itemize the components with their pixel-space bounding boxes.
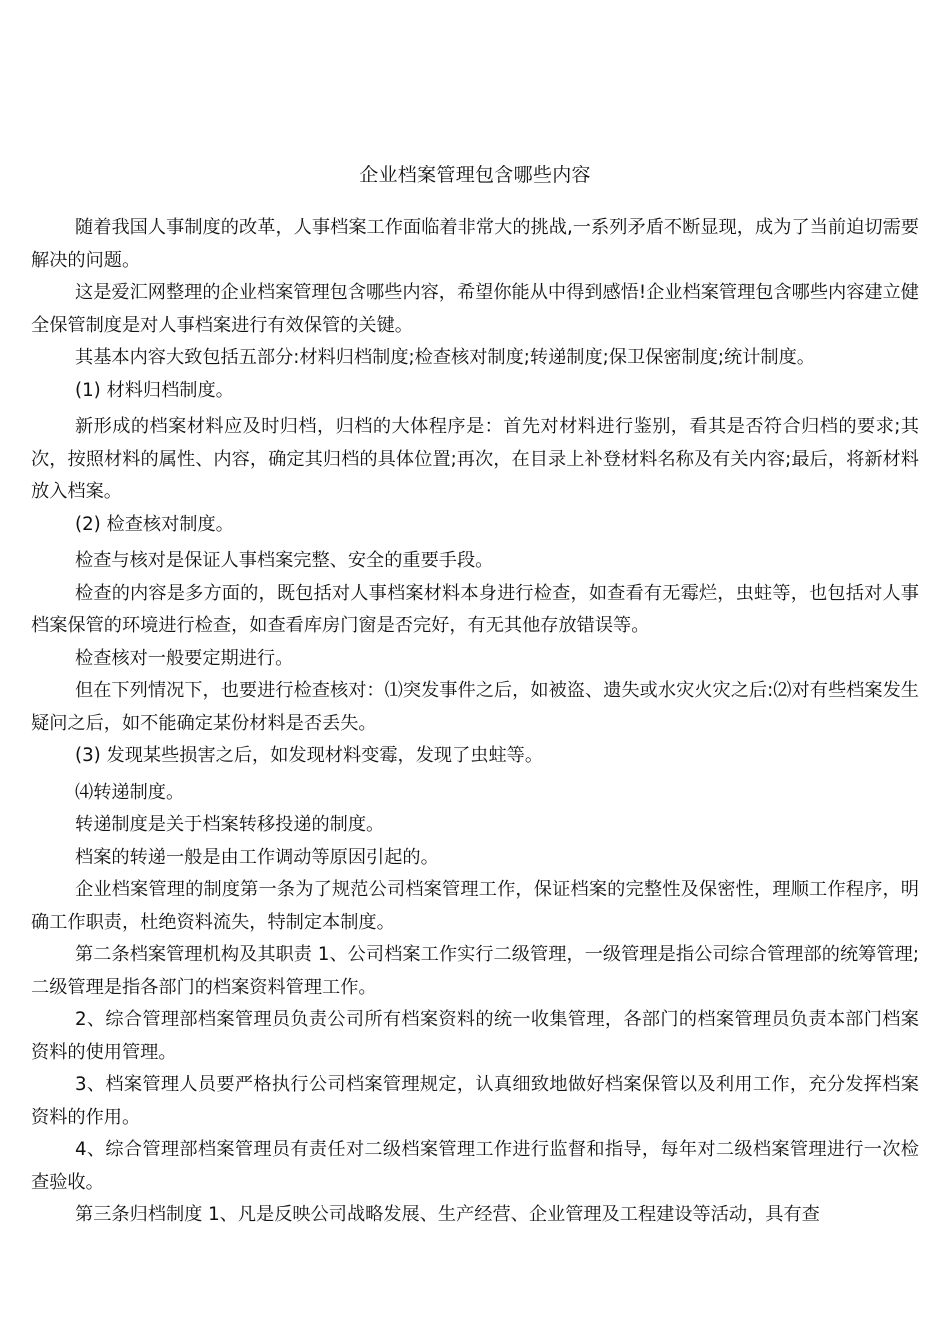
paragraph: 转递制度是关于档案转移投递的制度。 — [75, 814, 385, 835]
paragraph: 检查的内容是多方面的，既包括对人事档案材料本身进行检查，如查看有无霉烂，虫蛀等，也包括对人事档案保管的环境进行检查，如查看库房门窗是否完好，有无其他存放错误等。 — [31, 582, 919, 636]
paragraph: 档案的转递一般是由工作调动等原因引起的。 — [75, 846, 439, 868]
paragraph: 随着我国人事制度的改革，人事档案工作面临着非常大的挑战,一系列矛盾不断显现，成为了当前迫切需要解决的问题。 — [31, 217, 919, 271]
document-body — [31, 212, 919, 1232]
paragraph: 第二条档案管理机构及其职责 1、公司档案工作实行二级管理，一级管理是指公司综合管理部的统筹管理;二级管理是指各部门的档案资料管理工作。 — [31, 944, 919, 998]
paragraph: 2、综合管理部档案管理员负责公司所有档案资料的统一收集管理，各部门的档案管理员负责本部门档案资料的使用管理。 — [31, 1009, 919, 1063]
paragraph: 但在下列情况下，也要进行检查核对：⑴突发事件之后，如被盗、遗失或水灾火灾之后:⑵对有些档案发生疑问之后，如不能确定某份材料是否丢失。 — [31, 680, 919, 734]
section-heading: (1) 材料归档制度。 — [75, 379, 234, 401]
paragraph: 这是爱汇网整理的企业档案管理包含哪些内容，希望你能从中得到感悟!企业档案管理包含哪些内容建立健全保管制度是对人事档案进行有效保管的关键。 — [31, 282, 919, 336]
section-heading: (2) 检查核对制度。 — [75, 513, 234, 535]
paragraph: 4、综合管理部档案管理员有责任对二级档案管理工作进行监督和指导，每年对二级档案管理进行一次检查验收。 — [31, 1139, 919, 1193]
paragraph: 第三条归档制度 1、凡是反映公司战略发展、生产经营、企业管理及工程建设等活动，具有查 — [75, 1204, 820, 1225]
paragraph: 3、档案管理人员要严格执行公司档案管理规定，认真细致地做好档案保管以及利用工作，充分发挥档案资料的作用。 — [31, 1074, 919, 1128]
paragraph: (3) 发现某些损害之后，如发现材料变霉，发现了虫蛀等。 — [75, 745, 544, 766]
paragraph: 检查与核对是保证人事档案完整、安全的重要手段。 — [75, 550, 494, 571]
paragraph: 企业档案管理的制度第一条为了规范公司档案管理工作，保证档案的完整性及保密性，理顺工作程序，明确工作职责，杜绝资料流失，特制定本制度。 — [31, 879, 919, 933]
section-heading: ⑷转递制度。 — [75, 781, 185, 803]
paragraph: 检查核对一般要定期进行。 — [75, 647, 294, 669]
document-title: 企业档案管理包含哪些内容 — [359, 164, 591, 186]
paragraph: 新形成的档案材料应及时归档，归档的大体程序是：首先对材料进行鉴别，看其是否符合归档的要求;其次，按照材料的属性、内容，确定其归档的具体位置;再次，在目录上补登材料名称及有关内容;最后，将新材料放入档案。 — [31, 416, 919, 502]
paragraph: 其基本内容大致包括五部分:材料归档制度;检查核对制度;转递制度;保卫保密制度;统计制度。 — [75, 347, 815, 368]
